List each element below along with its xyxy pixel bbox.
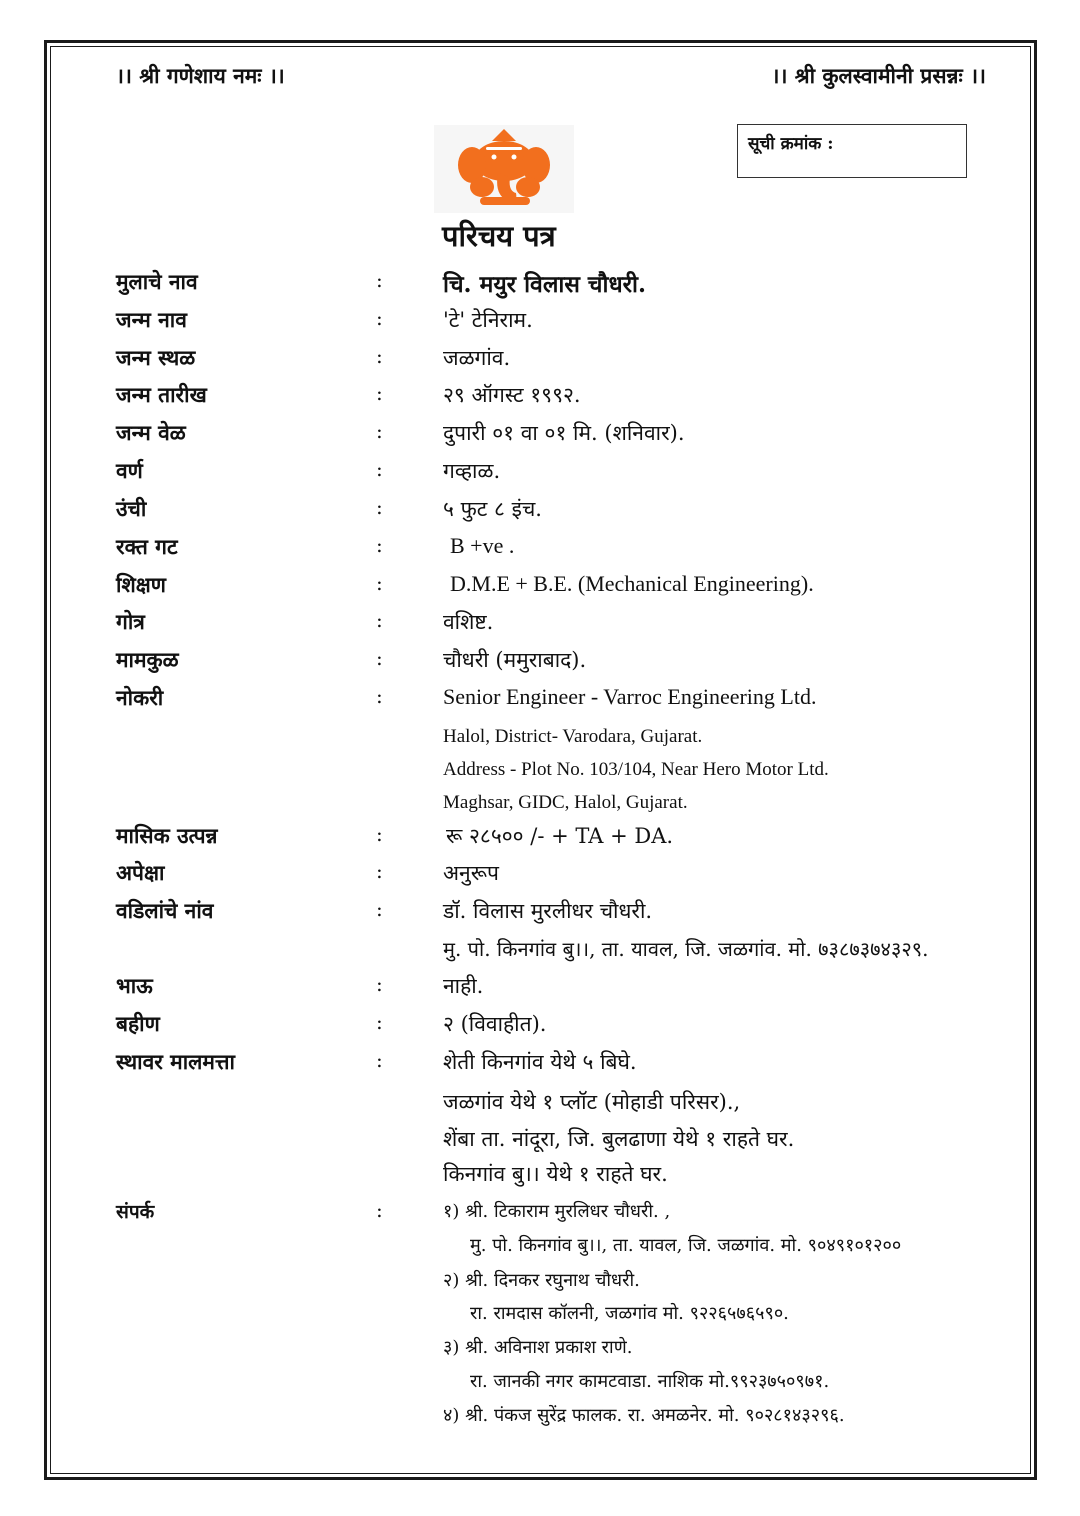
field-colon: : (376, 859, 383, 883)
field-colon: : (376, 684, 383, 708)
field-value: रू २८५०० /- + TA + DA. (446, 824, 674, 848)
father-address-line: मु. पो. किनगांव बु।।, ता. यावल, जि. जळगांव. मो. ७३८७३७४३२९. (443, 937, 929, 961)
field-colon: : (376, 533, 383, 557)
field-colon: : (376, 897, 383, 921)
field-mamkul (0, 646, 1080, 682)
list-number-label: सूची क्रमांक : (748, 134, 834, 154)
field-colon: : (376, 972, 383, 996)
field-colon: : (376, 1198, 383, 1222)
field-value: वशिष्ट. (443, 610, 494, 634)
field-birth-name (0, 306, 1080, 342)
field-property (0, 1048, 1080, 1084)
field-value: जळगांव. (443, 346, 511, 370)
field-value: अनुरूप (443, 861, 499, 885)
contact-line: रा. जानकी नगर कामटवाडा. नाशिक मो.९९२३७५०९७१. (470, 1371, 830, 1392)
field-label: वर्ण (116, 458, 143, 483)
job-address-line: Halol, District- Varodara, Gujarat. (443, 726, 703, 747)
field-label: मामकुळ (116, 647, 179, 672)
field-value: नाही. (443, 974, 484, 998)
field-complexion (0, 457, 1080, 493)
field-colon: : (376, 571, 383, 595)
field-label: जन्म स्थळ (116, 345, 196, 370)
field-colon: : (376, 646, 383, 670)
contact-line: १) श्री. टिकाराम मुरलिधर चौधरी. , (443, 1201, 671, 1222)
field-sister (0, 1010, 1080, 1046)
field-value: Senior Engineer - Varroc Engineering Ltd. (443, 684, 817, 709)
field-expectation (0, 859, 1080, 895)
field-label: रक्त गट (116, 534, 178, 559)
property-line: जळगांव येथे १ प्लॉट (मोहाडी परिसर)., (443, 1090, 741, 1114)
field-label: स्थावर मालमत्ता (116, 1049, 235, 1074)
contact-line: मु. पो. किनगांव बु।।, ता. यावल, जि. जळगांव. मो. ९०४९१०१२०० (470, 1235, 902, 1256)
field-education (0, 571, 1080, 607)
field-colon: : (376, 822, 383, 846)
list-number-box (737, 124, 967, 178)
field-value: २ (विवाहीत). (443, 1012, 547, 1036)
contact-line: रा. रामदास कॉलनी, जळगांव मो. ९२२६५७६५९०. (470, 1303, 789, 1324)
field-value: गव्हाळ. (443, 459, 501, 483)
field-colon: : (376, 1048, 383, 1072)
field-label: बहीण (116, 1011, 160, 1036)
field-gotra (0, 608, 1080, 644)
field-label: अपेक्षा (116, 860, 165, 885)
job-address-line: Address - Plot No. 103/104, Near Hero Motor Ltd. (443, 759, 829, 780)
property-line: किनगांव बु।। येथे १ राहते घर. (443, 1162, 668, 1186)
field-label: वडिलांचे नांव (116, 898, 214, 923)
page-title: परिचय पत्र (442, 219, 556, 253)
contact-line: २) श्री. दिनकर रघुनाथ चौधरी. (443, 1270, 640, 1291)
field-label: संपर्क (116, 1201, 155, 1223)
field-label: शिक्षण (116, 572, 166, 597)
field-value: चौधरी (ममुराबाद). (443, 648, 587, 672)
field-father (0, 897, 1080, 933)
field-birth-place (0, 344, 1080, 380)
field-colon: : (376, 344, 383, 368)
field-name (0, 268, 1080, 304)
field-income (0, 822, 1080, 858)
field-label: जन्म वेळ (116, 420, 186, 445)
field-colon: : (376, 1010, 383, 1034)
contact-line: ४) श्री. पंकज सुरेंद्र फालक. रा. अमळनेर. मो. ९०२८१४३२९६. (443, 1405, 845, 1426)
field-value: डॉ. विलास मुरलीधर चौधरी. (443, 899, 653, 923)
field-birth-date (0, 381, 1080, 417)
field-colon: : (376, 608, 383, 632)
field-colon: : (376, 381, 383, 405)
field-label: भाऊ (116, 973, 153, 998)
field-value: चि. मयुर विलास चौधरी. (443, 271, 647, 298)
field-label: उंची (116, 496, 147, 521)
field-value: दुपारी ०१ वा ०१ मि. (शनिवार). (443, 421, 685, 445)
field-label: नोकरी (116, 685, 164, 710)
field-height (0, 495, 1080, 531)
field-label: मासिक उत्पन्न (116, 823, 218, 848)
field-value: B +ve . (450, 533, 515, 558)
field-blood-group (0, 533, 1080, 569)
field-label: मुलाचे नाव (116, 269, 198, 294)
field-brother (0, 972, 1080, 1008)
field-label: जन्म तारीख (116, 382, 207, 407)
field-value: ५ फुट ८ इंच. (443, 497, 542, 521)
field-label: गोत्र (116, 609, 145, 634)
field-value: 'टे' टेनिराम. (443, 308, 533, 332)
invocation-right: ।। श्री कुलस्वामीनी प्रसन्नः ।। (771, 63, 986, 88)
property-line: शेंबा ता. नांदूरा, जि. बुलढाणा येथे १ राहते घर. (443, 1127, 795, 1151)
field-birth-time (0, 419, 1080, 455)
contact-line: ३) श्री. अविनाश प्रकाश राणे. (443, 1337, 633, 1358)
job-address-line: Maghsar, GIDC, Halol, Gujarat. (443, 792, 688, 813)
field-colon: : (376, 268, 383, 292)
field-value: २९ ऑगस्ट १९९२. (443, 383, 581, 407)
ganesha-logo-icon (434, 125, 574, 213)
field-value: शेती किनगांव येथे ५ बिघे. (443, 1050, 637, 1074)
field-colon: : (376, 419, 383, 443)
field-value: D.M.E + B.E. (Mechanical Engineering). (450, 571, 814, 596)
field-colon: : (376, 457, 383, 481)
field-job (0, 684, 1080, 720)
field-colon: : (376, 495, 383, 519)
field-label: जन्म नाव (116, 307, 187, 332)
invocation-left: ।। श्री गणेशाय नमः ।। (116, 63, 285, 88)
field-colon: : (376, 306, 383, 330)
